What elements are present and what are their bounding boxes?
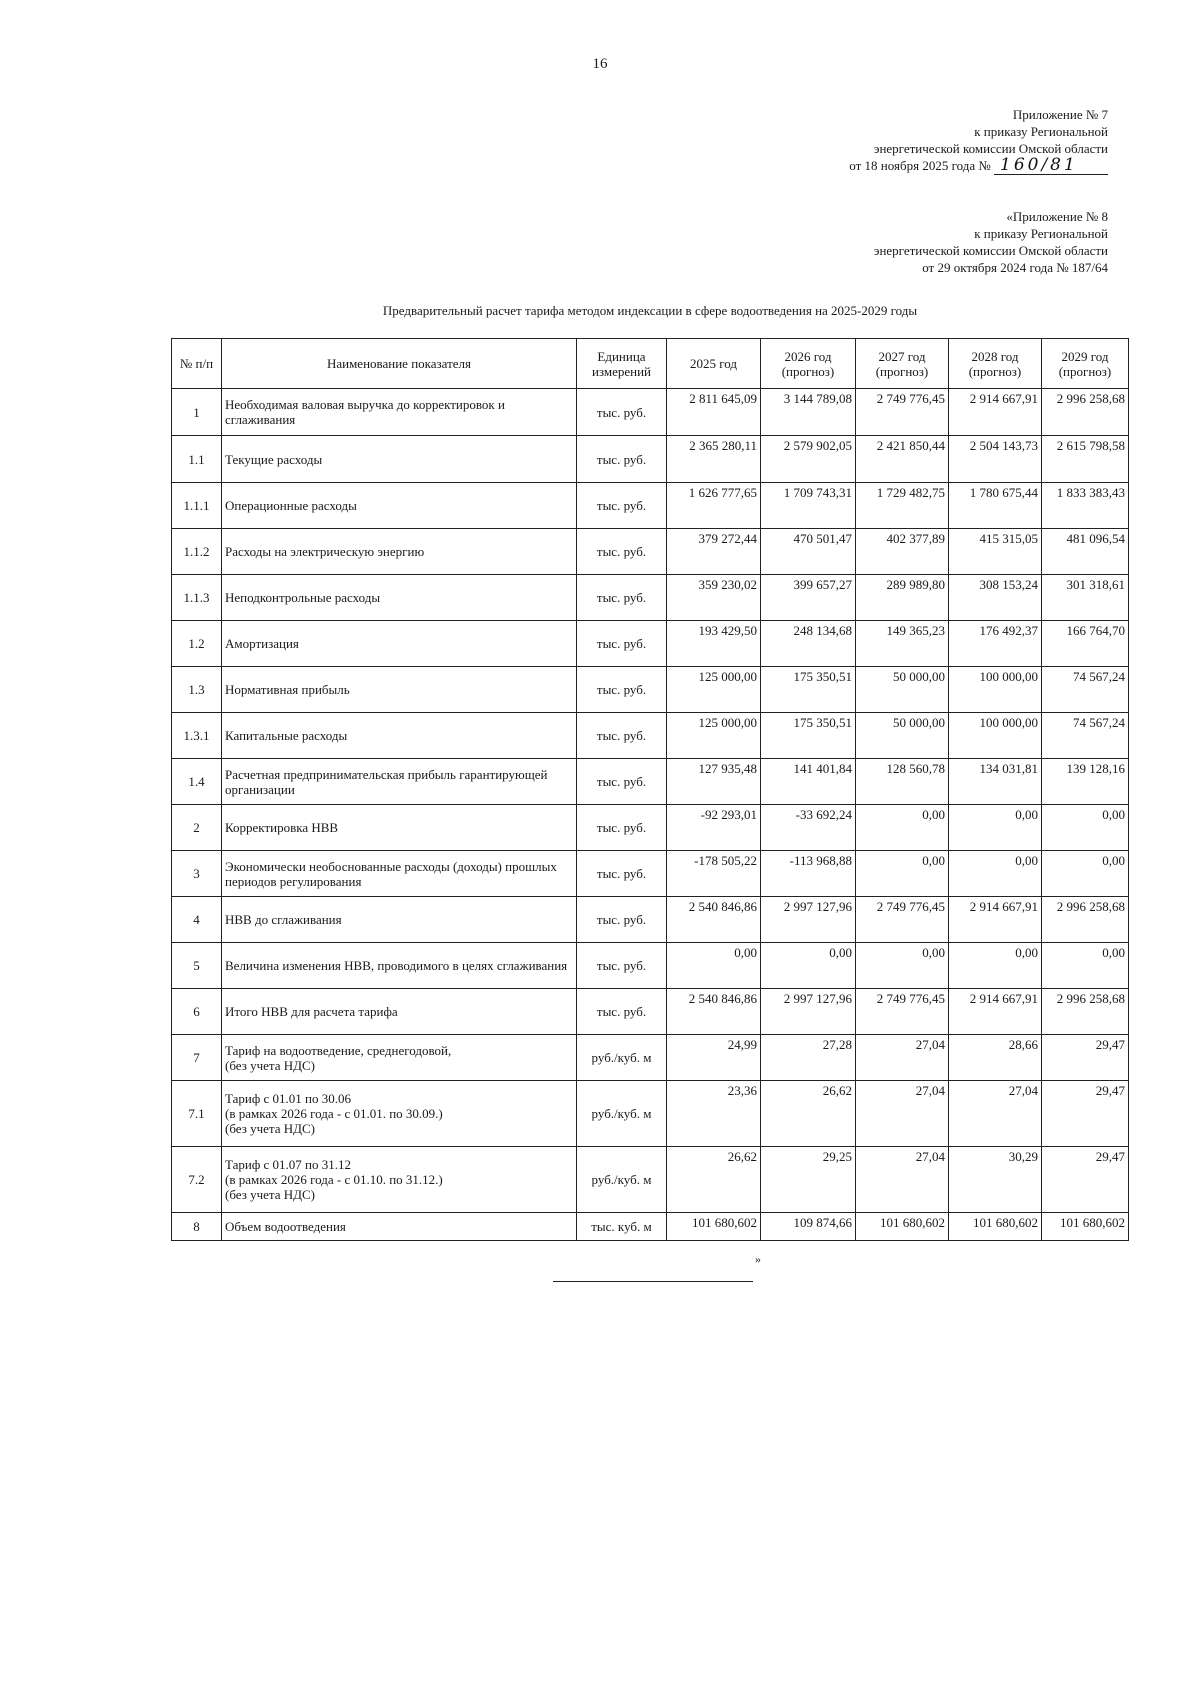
value-2026: 141 401,84 (761, 759, 856, 805)
value-2029: 0,00 (1042, 943, 1129, 989)
value-2029: 101 680,602 (1042, 1213, 1129, 1241)
value-2028: 100 000,00 (949, 667, 1042, 713)
value-2027: 101 680,602 (856, 1213, 949, 1241)
row-name: Объем водоотведения (222, 1213, 577, 1241)
row-number: 5 (172, 943, 222, 989)
value-2028: 2 504 143,73 (949, 436, 1042, 483)
row-unit: тыс. руб. (577, 805, 667, 851)
value-2027: 0,00 (856, 805, 949, 851)
value-2027: 27,04 (856, 1081, 949, 1147)
table-row (172, 897, 1129, 943)
table-row (172, 483, 1129, 529)
row-number: 3 (172, 851, 222, 897)
value-2028: 134 031,81 (949, 759, 1042, 805)
row-unit: тыс. руб. (577, 713, 667, 759)
value-2026: -33 692,24 (761, 805, 856, 851)
appendix-header-new (849, 106, 1108, 175)
appendix-header-old (874, 208, 1108, 276)
value-2026: -113 968,88 (761, 851, 856, 897)
row-name: Нормативная прибыль (222, 667, 577, 713)
value-2025: 2 811 645,09 (667, 389, 761, 436)
row-unit: тыс. руб. (577, 759, 667, 805)
row-unit: руб./куб. м (577, 1147, 667, 1213)
value-2028: 30,29 (949, 1147, 1042, 1213)
value-2025: 26,62 (667, 1147, 761, 1213)
value-2026: 29,25 (761, 1147, 856, 1213)
row-unit: тыс. руб. (577, 621, 667, 667)
value-2028: 176 492,37 (949, 621, 1042, 667)
row-unit: тыс. руб. (577, 851, 667, 897)
row-number: 6 (172, 989, 222, 1035)
appendix-line: Приложение № 7 (1012, 107, 1108, 122)
row-name: Тариф с 01.01 по 30.06 (в рамках 2026 года - с 01.01. по 30.09.) (без учета НДС) (222, 1081, 577, 1147)
table-row (172, 1081, 1129, 1147)
row-name: Операционные расходы (222, 483, 577, 529)
handwritten-order-number: 160/81 (994, 157, 1108, 175)
row-unit: тыс. руб. (577, 436, 667, 483)
table-row (172, 575, 1129, 621)
row-unit: тыс. руб. (577, 943, 667, 989)
value-2028: 2 914 667,91 (949, 897, 1042, 943)
appendix-line: энергетической комиссии Омской области (873, 141, 1108, 156)
header-unit: Единица измерений (577, 339, 667, 389)
row-number: 1.1.1 (172, 483, 222, 529)
value-2028: 100 000,00 (949, 713, 1042, 759)
value-2028: 0,00 (949, 943, 1042, 989)
value-2029: 2 615 798,58 (1042, 436, 1129, 483)
value-2025: 2 540 846,86 (667, 989, 761, 1035)
end-rule (553, 1281, 753, 1282)
appendix-line: энергетической комиссии Омской области (873, 243, 1108, 258)
tariff-table (171, 338, 1129, 1241)
document-title: Предварительный расчет тарифа методом индексации в сфере водоотведения на 2025-2029 годы (382, 303, 918, 318)
row-number: 4 (172, 897, 222, 943)
value-2027: 2 421 850,44 (856, 436, 949, 483)
value-2025: 2 365 280,11 (667, 436, 761, 483)
table-row (172, 529, 1129, 575)
table-row (172, 989, 1129, 1035)
row-number: 8 (172, 1213, 222, 1241)
value-2025: -92 293,01 (667, 805, 761, 851)
value-2025: -178 505,22 (667, 851, 761, 897)
header-2027: 2027 год (прогноз) (856, 339, 949, 389)
row-unit: тыс. руб. (577, 389, 667, 436)
value-2025: 24,99 (667, 1035, 761, 1081)
row-unit: тыс. куб. м (577, 1213, 667, 1241)
value-2027: 27,04 (856, 1035, 949, 1081)
table-header (172, 339, 1129, 389)
row-number: 1.1 (172, 436, 222, 483)
value-2027: 2 749 776,45 (856, 389, 949, 436)
row-name: Неподконтрольные расходы (222, 575, 577, 621)
appendix-date: от 18 ноября 2025 года № (849, 158, 991, 173)
value-2027: 149 365,23 (856, 621, 949, 667)
value-2028: 28,66 (949, 1035, 1042, 1081)
value-2026: 470 501,47 (761, 529, 856, 575)
table-row (172, 1147, 1129, 1213)
value-2027: 128 560,78 (856, 759, 949, 805)
value-2027: 402 377,89 (856, 529, 949, 575)
value-2029: 481 096,54 (1042, 529, 1129, 575)
row-unit: тыс. руб. (577, 483, 667, 529)
row-name: Расходы на электрическую энергию (222, 529, 577, 575)
value-2025: 359 230,02 (667, 575, 761, 621)
value-2029: 139 128,16 (1042, 759, 1129, 805)
value-2029: 2 996 258,68 (1042, 989, 1129, 1035)
row-number: 7.1 (172, 1081, 222, 1147)
value-2025: 23,36 (667, 1081, 761, 1147)
value-2029: 0,00 (1042, 805, 1129, 851)
row-number: 1.3.1 (172, 713, 222, 759)
value-2025: 1 626 777,65 (667, 483, 761, 529)
table-row (172, 436, 1129, 483)
closing-quote: » (755, 1252, 761, 1266)
header-2025: 2025 год (667, 339, 761, 389)
table-row (172, 713, 1129, 759)
value-2027: 50 000,00 (856, 667, 949, 713)
row-name: Итого НВВ для расчета тарифа (222, 989, 577, 1035)
value-2026: 109 874,66 (761, 1213, 856, 1241)
value-2029: 29,47 (1042, 1081, 1129, 1147)
table-row (172, 851, 1129, 897)
value-2025: 379 272,44 (667, 529, 761, 575)
row-name: Текущие расходы (222, 436, 577, 483)
header-2028: 2028 год (прогноз) (949, 339, 1042, 389)
value-2029: 74 567,24 (1042, 713, 1129, 759)
value-2029: 2 996 258,68 (1042, 389, 1129, 436)
value-2028: 308 153,24 (949, 575, 1042, 621)
row-unit: руб./куб. м (577, 1035, 667, 1081)
header-2029: 2029 год (прогноз) (1042, 339, 1129, 389)
row-unit: тыс. руб. (577, 667, 667, 713)
value-2026: 1 709 743,31 (761, 483, 856, 529)
row-name: Корректировка НВВ (222, 805, 577, 851)
value-2029: 74 567,24 (1042, 667, 1129, 713)
value-2027: 289 989,80 (856, 575, 949, 621)
value-2029: 29,47 (1042, 1035, 1129, 1081)
value-2026: 2 579 902,05 (761, 436, 856, 483)
row-number: 1 (172, 389, 222, 436)
value-2028: 415 315,05 (949, 529, 1042, 575)
appendix-line: к приказу Региональной (974, 124, 1108, 139)
table-body (172, 389, 1129, 1241)
value-2026: 399 657,27 (761, 575, 856, 621)
value-2025: 101 680,602 (667, 1213, 761, 1241)
row-name: Амортизация (222, 621, 577, 667)
value-2026: 175 350,51 (761, 713, 856, 759)
value-2026: 2 997 127,96 (761, 989, 856, 1035)
table-row (172, 1035, 1129, 1081)
row-number: 1.1.2 (172, 529, 222, 575)
row-name: Экономически необоснованные расходы (доходы) прошлых периодов регулирования (222, 851, 577, 897)
row-unit: тыс. руб. (577, 897, 667, 943)
table-row (172, 667, 1129, 713)
row-number: 1.2 (172, 621, 222, 667)
value-2026: 0,00 (761, 943, 856, 989)
row-unit: тыс. руб. (577, 989, 667, 1035)
row-number: 7.2 (172, 1147, 222, 1213)
value-2028: 2 914 667,91 (949, 989, 1042, 1035)
appendix-date-line (849, 157, 1108, 175)
page-number: 16 (592, 56, 608, 72)
row-unit: тыс. руб. (577, 575, 667, 621)
row-number: 7 (172, 1035, 222, 1081)
row-name: Величина изменения НВВ, проводимого в целях сглаживания (222, 943, 577, 989)
row-unit: тыс. руб. (577, 529, 667, 575)
table-row (172, 621, 1129, 667)
value-2027: 2 749 776,45 (856, 989, 949, 1035)
value-2025: 125 000,00 (667, 713, 761, 759)
header-num: № п/п (172, 339, 222, 389)
value-2026: 248 134,68 (761, 621, 856, 667)
header-2026: 2026 год (прогноз) (761, 339, 856, 389)
table-row (172, 943, 1129, 989)
row-name: Необходимая валовая выручка до корректировок и сглаживания (222, 389, 577, 436)
appendix-line: к приказу Региональной (974, 226, 1108, 241)
value-2027: 0,00 (856, 851, 949, 897)
table-row (172, 759, 1129, 805)
table-row (172, 805, 1129, 851)
value-2028: 2 914 667,91 (949, 389, 1042, 436)
appendix-line: от 29 октября 2024 года № 187/64 (922, 260, 1108, 275)
row-name: Капитальные расходы (222, 713, 577, 759)
value-2028: 27,04 (949, 1081, 1042, 1147)
row-name: Тариф на водоотведение, среднегодовой, (без учета НДС) (222, 1035, 577, 1081)
table-row (172, 389, 1129, 436)
value-2027: 2 749 776,45 (856, 897, 949, 943)
value-2025: 127 935,48 (667, 759, 761, 805)
value-2027: 1 729 482,75 (856, 483, 949, 529)
row-number: 2 (172, 805, 222, 851)
row-number: 1.3 (172, 667, 222, 713)
table-row (172, 1213, 1129, 1241)
value-2025: 193 429,50 (667, 621, 761, 667)
value-2025: 125 000,00 (667, 667, 761, 713)
value-2028: 1 780 675,44 (949, 483, 1042, 529)
value-2028: 0,00 (949, 851, 1042, 897)
value-2029: 2 996 258,68 (1042, 897, 1129, 943)
value-2029: 29,47 (1042, 1147, 1129, 1213)
value-2027: 0,00 (856, 943, 949, 989)
header-name: Наименование показателя (222, 339, 577, 389)
value-2029: 0,00 (1042, 851, 1129, 897)
value-2028: 0,00 (949, 805, 1042, 851)
row-name: Тариф с 01.07 по 31.12 (в рамках 2026 года - с 01.10. по 31.12.) (без учета НДС) (222, 1147, 577, 1213)
value-2026: 175 350,51 (761, 667, 856, 713)
value-2026: 27,28 (761, 1035, 856, 1081)
appendix-line: «Приложение № 8 (1006, 209, 1108, 224)
value-2026: 26,62 (761, 1081, 856, 1147)
value-2027: 50 000,00 (856, 713, 949, 759)
value-2028: 101 680,602 (949, 1213, 1042, 1241)
value-2026: 2 997 127,96 (761, 897, 856, 943)
row-name: НВВ до сглаживания (222, 897, 577, 943)
value-2029: 301 318,61 (1042, 575, 1129, 621)
row-unit: руб./куб. м (577, 1081, 667, 1147)
value-2029: 1 833 383,43 (1042, 483, 1129, 529)
value-2026: 3 144 789,08 (761, 389, 856, 436)
value-2029: 166 764,70 (1042, 621, 1129, 667)
row-number: 1.4 (172, 759, 222, 805)
row-number: 1.1.3 (172, 575, 222, 621)
value-2025: 0,00 (667, 943, 761, 989)
value-2025: 2 540 846,86 (667, 897, 761, 943)
row-name: Расчетная предпринимательская прибыль гарантирующей организации (222, 759, 577, 805)
value-2027: 27,04 (856, 1147, 949, 1213)
